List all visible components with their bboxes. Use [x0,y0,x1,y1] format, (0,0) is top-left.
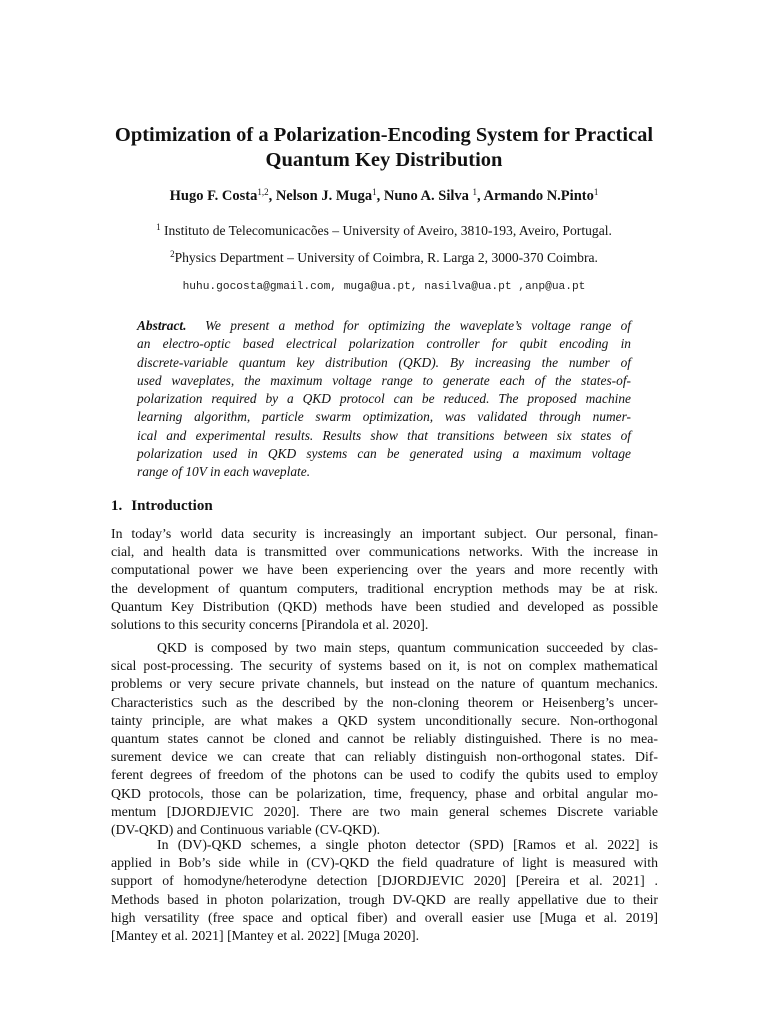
affiliation-text: Physics Department – University of Coimbra, R. Larga 2, 3000-370 Coimbra. [174,250,598,265]
affiliation-mark: 1 [156,222,161,232]
text-line: problems or very secure private channels, but instead on the nature of quantum mechanics. [111,676,658,692]
section-heading [111,496,213,516]
author-name: Armando N.Pinto [483,188,594,204]
text-line: surement device we can create that can reliably distinguish non-orthogonal states. Dif- [111,749,658,765]
abstract-line: an electro-optic based electrical polarization controller for qubit encoding in [137,336,631,352]
text-line: [Mantey et al. 2021] [Mantey et al. 2022] [Muga 2020]. [111,928,420,944]
paper-title [90,123,678,173]
text-line: Methods based in photon polarization, trough DV-QKD are really appellative due to their [111,891,658,907]
paragraph [111,525,658,634]
author-name: Nuno A. Silva [383,188,473,204]
text-line: support of homodyne/heterodyne detection [DJORDJEVIC 2020] [Pereira et al. 2021] . [111,873,658,889]
author-affiliation-mark: 1,2 [257,187,269,197]
text-line: high versatility (free space and optical fiber) and overall easier use [Muga et al. 2019] [111,909,658,925]
text-line: mentum [DJORDJEVIC 2020]. There are two main general schemes Discrete variable [111,803,658,819]
paragraph [111,639,658,839]
text-line: quantum states cannot be cloned and cannot be reliably distinguished. There is no mea- [111,731,658,747]
text-line: applied in Bob’s side while in (CV)-QKD the field quadrature of light is measured with [111,855,658,871]
text-line: the development of quantum computers, traditional encryption methods may be at risk. [111,580,658,596]
section-number: 1. [111,498,123,514]
author-list: Hugo F. Costa$^{1,2}$, Nelson J. Muga$^1$, Nuno A. Silva $^1$, Armando N.Pinto$^1$ [169,187,599,204]
author-name: Nelson J. Muga [275,188,373,204]
abstract-line: used waveplates, the maximum voltage range to generate each of the states-of- [137,372,631,388]
section-title: Introduction [131,498,213,514]
author-affiliation-mark: 1 [372,187,377,197]
abstract-line: learning algorithm, particle swarm optimization, was validated through numer- [137,409,631,425]
paragraph [111,836,658,945]
abstract-label: Abstract. [137,318,187,333]
abstract-line: discrete-variable quantum key distribution (QKD). By increasing the number of [137,354,631,370]
text-line: QKD is composed by two main steps, quantum communication succeeded by clas- [157,640,658,655]
affiliation-mark: 2 [170,249,175,259]
abstract-line: ical and experimental results. Results show that transitions between six states of [137,427,631,443]
abstract-line: polarization used in QKD systems can be generated using a maximum voltage [137,446,631,462]
text-line: sical post-processing. The security of systems based on it, is not on complex mathematical [111,658,658,674]
abstract-line: polarization required by a QKD protocol can be reduced. The proposed machine [137,391,631,407]
text-line: QKD protocols, those can be polarization, time, frequency, phase and orbital angular mo- [111,785,658,801]
abstract-line: Abstract. We present a method for optimizing the waveplate’s voltage range of [137,318,631,333]
author-emails: huhu.gocosta@gmail.com, muga@ua.pt, nasilva@ua.pt ,anp@ua.pt [182,281,586,293]
text-line: cial, and health data is transmitted over communications networks. With the increase in [111,544,658,560]
abstract-line: range of 10V in each waveplate. [137,464,311,480]
text-line: tainty principle, are what makes a QKD system unconditionally secure. Non-orthogonal [111,712,658,728]
text-line: In today’s world data security is increasingly an important subject. Our personal, finan- [111,526,658,541]
affiliation-text: Instituto de Telecomunicacões – University of Aveiro, 3810-193, Aveiro, Portugal. [160,223,612,238]
text-line: (DV-QKD) and Continuous variable (CV-QKD). [111,822,381,838]
text-line: ferent degrees of freedom of the photons can be used to codify the qubits used to employ [111,767,658,783]
affiliation [60,222,708,240]
author-affiliation-mark: 1 [593,187,599,197]
text-line: computational power we have been experiencing over the years and more recently with [111,562,658,578]
abstract [137,317,631,482]
author-name: Hugo F. Costa [169,188,258,204]
affiliation [60,249,708,267]
text-line: solutions to this security concerns [Pirandola et al. 2020]. [111,617,429,633]
title-line: Quantum Key Distribution [265,149,503,171]
text-line: Quantum Key Distribution (QKD) methods have been studied and developed as possible [111,598,658,614]
text-line: Characteristics such as the described by the non-cloning theorem or Heisenberg’s uncer- [111,694,658,710]
title-line: Optimization of a Polarization-Encoding System for Practical [114,124,654,146]
text-line: In (DV)-QKD schemes, a single photon detector (SPD) [Ramos et al. 2022] is [157,837,658,852]
author-affiliation-mark: 1 [472,187,478,197]
